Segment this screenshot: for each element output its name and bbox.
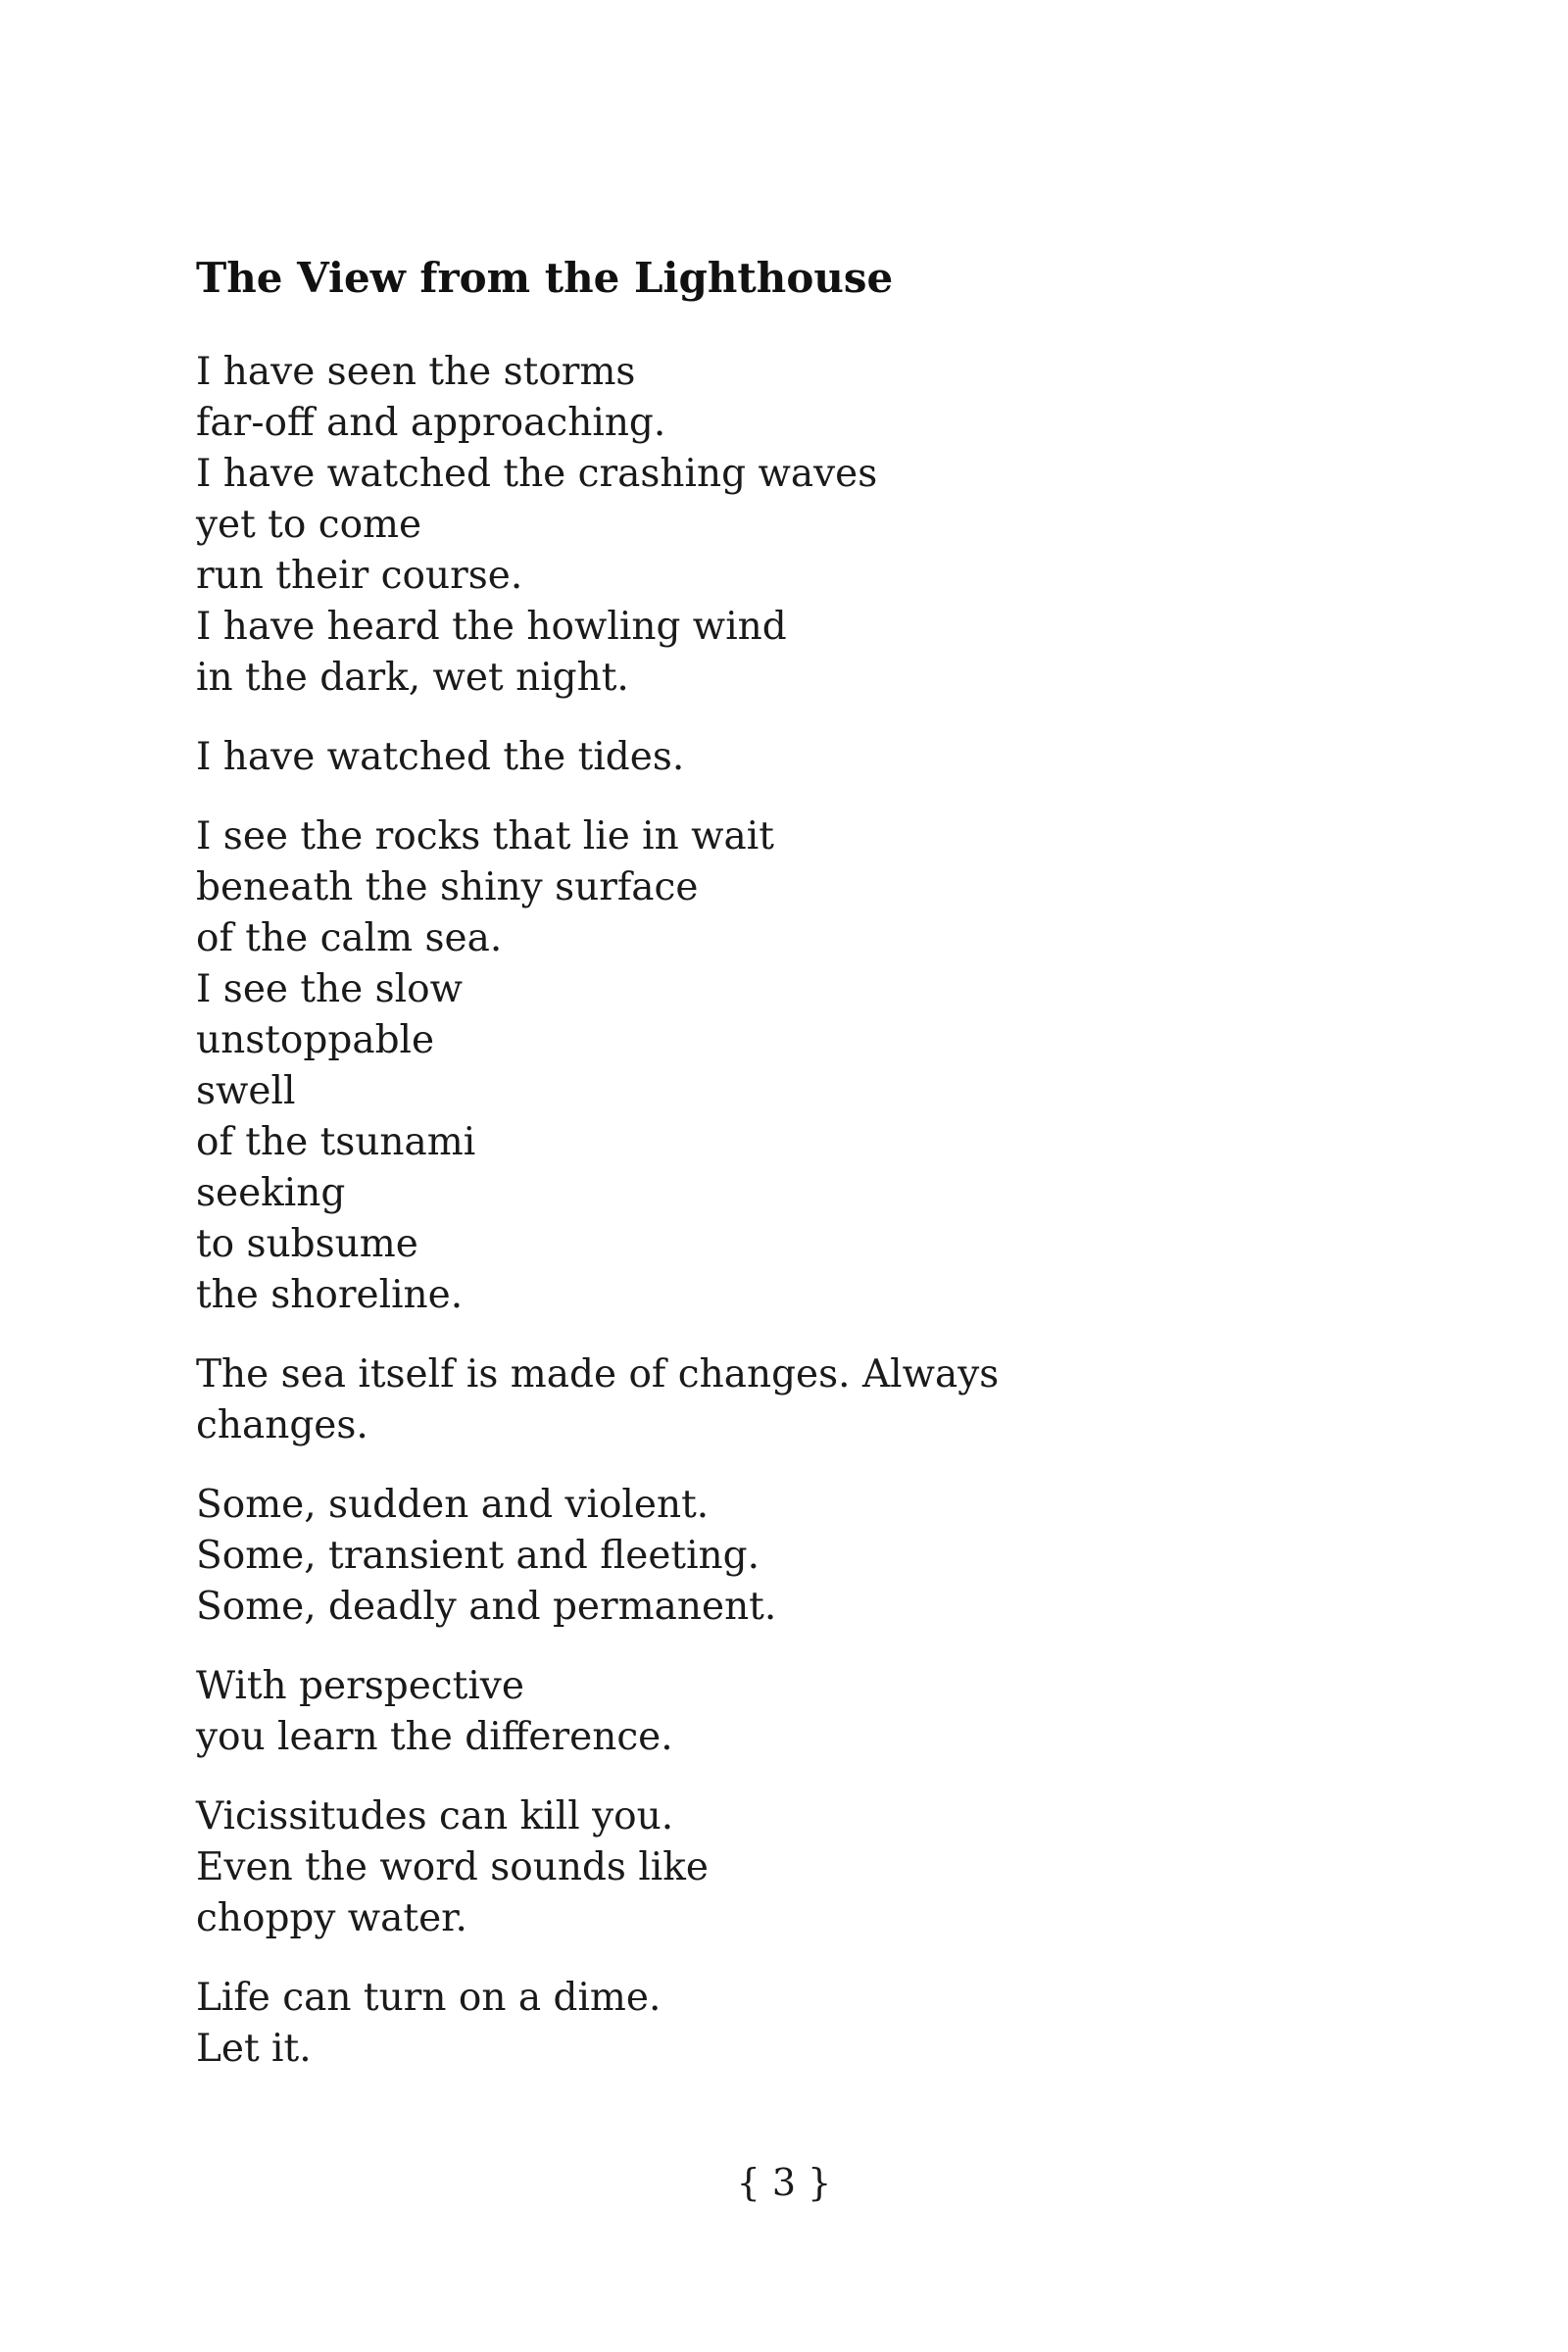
stanza-3 (196, 811, 1372, 1321)
poem-line: I have heard the howling wind (196, 605, 787, 649)
poem-line: Vicissitudes can kill you. (196, 1794, 674, 1838)
poem-line: swell (196, 1069, 296, 1113)
poem-title: The View from the Lighthouse (196, 254, 894, 302)
poem-line: Even the word sounds like (196, 1845, 709, 1889)
poem-line: yet to come (196, 503, 422, 547)
poem-line: choppy water. (196, 1896, 467, 1940)
stanza-6 (196, 1661, 1372, 1763)
poem-line: The sea itself is made of changes. Always (196, 1352, 1000, 1396)
poem-line: unstoppable (196, 1018, 435, 1062)
poem-line: I have seen the storms (196, 350, 636, 394)
stanza-2 (196, 732, 1372, 783)
poem-line: of the tsunami (196, 1120, 476, 1164)
poem-line: Let it. (196, 2027, 312, 2071)
poem-line: I have watched the crashing waves (196, 452, 878, 496)
stanza-7 (196, 1791, 1372, 1944)
poem-line: of the calm sea. (196, 916, 503, 960)
stanza-4 (196, 1349, 1372, 1451)
poem-line: I see the slow (196, 967, 463, 1011)
page-number: { 3 } (736, 2161, 832, 2204)
poem-line: Some, sudden and violent. (196, 1483, 710, 1527)
poem-line: in the dark, wet night. (196, 656, 629, 700)
poem-line: Some, deadly and permanent. (196, 1585, 777, 1629)
stanza-5 (196, 1480, 1372, 1633)
poem-line: I see the rocks that lie in wait (196, 814, 774, 858)
poem-line: I have watched the tides. (196, 735, 685, 779)
poem-line: Life can turn on a dime. (196, 1976, 662, 2020)
poem-line: beneath the shiny surface (196, 865, 699, 909)
poem-line: changes. (196, 1403, 368, 1447)
poem-line: far-off and approaching. (196, 401, 666, 445)
stanza-1 (196, 347, 1372, 704)
poem-line: the shoreline. (196, 1273, 464, 1317)
poem-line: to subsume (196, 1222, 418, 1266)
poem-line: Some, transient and fleeting. (196, 1534, 760, 1578)
poem-body (196, 253, 1372, 2103)
poem-line: seeking (196, 1171, 346, 1215)
poem-line: run their course. (196, 554, 523, 598)
poem-line: With perspective (196, 1664, 524, 1708)
stanza-8 (196, 1973, 1372, 2075)
poem-line: you learn the difference. (196, 1715, 673, 1759)
